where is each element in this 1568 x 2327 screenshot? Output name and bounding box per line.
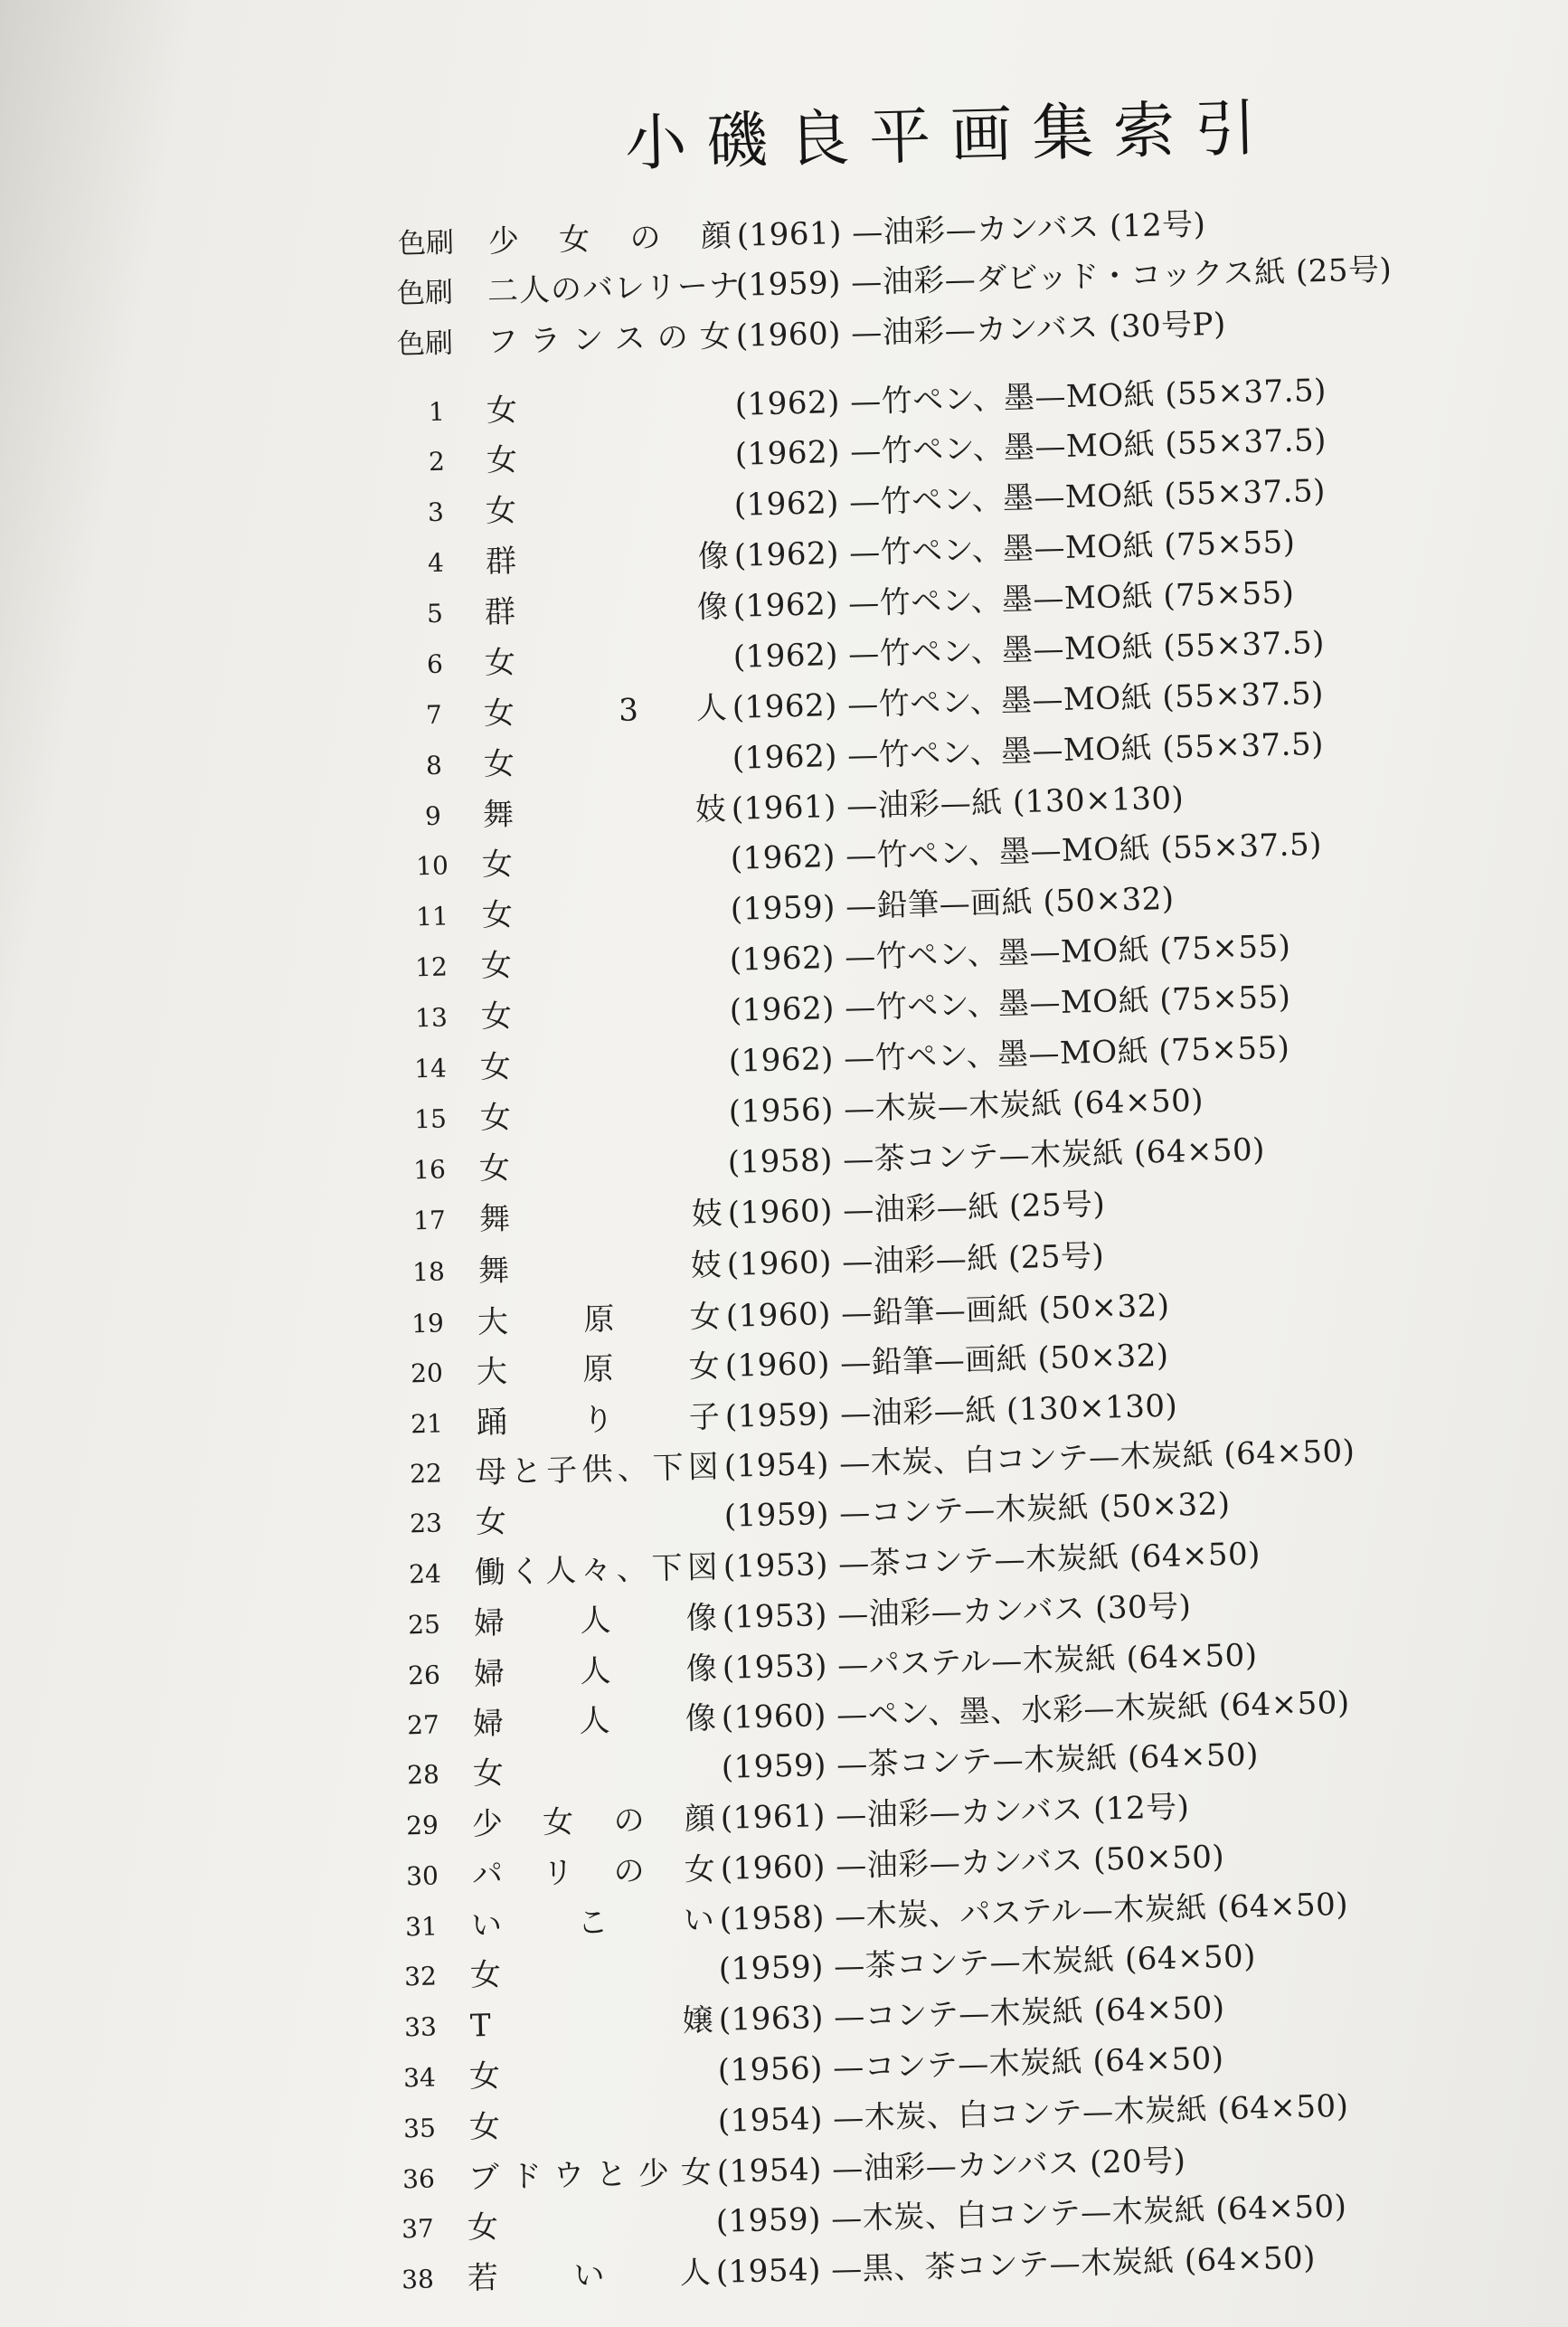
entry-title: 女: [484, 644, 517, 682]
entry-number: 12: [415, 951, 449, 983]
entry-title: 舞 妓: [477, 1246, 723, 1290]
entry-details: (1962) —竹ペン、墨—MO紙 (55×37.5): [733, 472, 1327, 524]
entry-title: 女: [468, 2057, 502, 2095]
entry-title: 群 像: [484, 588, 730, 631]
entry-details: (1960) —鉛筆—画紙 (50×32): [725, 1287, 1170, 1335]
entry-title: フランスの女: [486, 317, 732, 361]
entry-number: 色刷: [396, 276, 454, 310]
entry-number: 6: [426, 648, 443, 680]
entry-details: (1954) —黒、茶コンテ—木炭紙 (64×50): [715, 2239, 1317, 2291]
entry-details: (1959) —茶コンテ—木炭紙 (64×50): [718, 1938, 1257, 1988]
entry-number: 17: [412, 1205, 446, 1236]
entry-details: (1954) —木炭、白コンテ—木炭紙 (64×50): [723, 1433, 1356, 1485]
entry-details: (1962) —竹ペン、墨—MO紙 (55×37.5): [734, 421, 1327, 473]
entry-title: 女: [485, 492, 518, 530]
entry-number: 38: [401, 2264, 435, 2295]
entry-number: 1: [428, 396, 446, 428]
entry-details: (1956) —木炭—木炭紙 (64×50): [728, 1083, 1204, 1130]
entry-title: T 嬢: [469, 2001, 715, 2045]
entry-details: (1961) —油彩—カンバス (12号): [720, 1789, 1190, 1837]
entry-details: (1956) —コンテ—木炭紙 (64×50): [717, 2040, 1225, 2089]
entry-details: (1959) —油彩—紙 (130×130): [724, 1387, 1178, 1435]
entry-number: 24: [408, 1558, 442, 1590]
entry-details: (1954) —油彩—カンバス (20号): [716, 2143, 1186, 2190]
entry-number: 26: [407, 1660, 441, 1691]
entry-details: (1962) —竹ペン、墨—MO紙 (55×37.5): [730, 826, 1323, 877]
entry-details: (1959) —鉛筆—画紙 (50×32): [730, 880, 1175, 928]
entry-details: (1963) —コンテ—木炭紙 (64×50): [718, 1990, 1225, 2038]
entry-number: 23: [409, 1508, 442, 1539]
entry-number: 5: [426, 598, 444, 629]
entry-number: 33: [403, 2011, 437, 2043]
entry-details: (1962) —竹ペン、墨—MO紙 (55×37.5): [732, 624, 1325, 676]
entry-title: 少女の顔: [471, 1800, 717, 1843]
page-title: 小磯良平画集索引: [624, 92, 1278, 180]
entry-details: (1960) —油彩—カンバス (30号P): [735, 306, 1227, 355]
entry-number: 9: [424, 800, 442, 832]
entry-title: 大 原 女: [476, 1348, 722, 1391]
entry-title: 群 像: [485, 537, 731, 581]
entry-number: 20: [411, 1357, 444, 1389]
entry-details: (1962) —竹ペン、墨—MO紙 (75×55): [729, 979, 1291, 1029]
entry-title: 女: [475, 1503, 508, 1541]
entry-title: 女: [479, 1048, 513, 1086]
entry-title: 女: [482, 745, 515, 783]
entry-details: (1958) —木炭、パステル—木炭紙 (64×50): [719, 1886, 1349, 1938]
entry-title: 女: [481, 846, 515, 884]
entry-number: 19: [411, 1308, 445, 1339]
entry-title: 女: [468, 2108, 502, 2146]
entry-title: 女: [486, 441, 519, 479]
entry-number: 22: [409, 1458, 443, 1490]
entry-details: (1959) —コンテ—木炭紙 (50×32): [723, 1486, 1231, 1535]
entry-details: (1960) —油彩—カンバス (50×50): [719, 1839, 1225, 1887]
entry-details: (1962) —竹ペン、墨—MO紙 (75×55): [729, 928, 1292, 979]
entry-details: (1962) —竹ペン、墨—MO紙 (75×55): [732, 574, 1296, 625]
entry-number: 25: [408, 1609, 441, 1641]
entry-number: 29: [405, 1810, 439, 1841]
entry-number: 32: [404, 1961, 438, 1992]
entry-title: 女: [480, 947, 514, 985]
entry-details: (1962) —竹ペン、墨—MO紙 (55×37.5): [731, 725, 1324, 777]
entry-details: (1959) —木炭、白コンテ—木炭紙 (64×50): [715, 2188, 1348, 2240]
entry-title: 大 原 女: [477, 1298, 723, 1341]
entry-details: (1959) —油彩—ダビッド・コックス紙 (25号): [735, 251, 1393, 304]
entry-number: 8: [425, 750, 442, 781]
entry-title: 女: [478, 1149, 512, 1187]
entry-title: 婦 人 像: [473, 1599, 719, 1642]
entry-number: 27: [406, 1709, 440, 1741]
entry-number: 21: [410, 1408, 443, 1440]
entry-details: (1960) —鉛筆—画紙 (50×32): [724, 1337, 1170, 1385]
entry-number: 28: [406, 1759, 439, 1791]
entry-number: 7: [425, 699, 443, 731]
entry-details: (1962) —竹ペン、墨—MO紙 (75×55): [728, 1029, 1291, 1080]
entry-title: 母と子供、下図: [475, 1448, 721, 1491]
entry-details: (1961) —油彩—紙 (130×130): [731, 780, 1185, 828]
entry-details: (1960) —油彩—紙 (25号): [726, 1186, 1106, 1232]
entry-number: 18: [411, 1256, 446, 1288]
entry-title: 女: [469, 1956, 503, 1994]
entry-number: 色刷: [396, 326, 454, 361]
entry-title: 舞 妓: [478, 1195, 723, 1238]
entry-title: 働く人々、下図: [474, 1548, 720, 1592]
entry-details: (1961) —油彩—カンバス (12号): [736, 206, 1206, 254]
entry-number: 10: [416, 850, 449, 882]
entry-title: 女 3 人: [483, 689, 729, 733]
entry-title: 女: [486, 392, 519, 430]
entry-number: 14: [413, 1053, 448, 1084]
entry-details: (1953) —パステル—木炭紙 (64×50): [722, 1637, 1258, 1687]
entry-number: 16: [412, 1154, 447, 1186]
entry-number: 色刷: [397, 226, 455, 260]
entry-title: ブドウと少女: [468, 2153, 713, 2197]
entry-details: (1958) —茶コンテ—木炭紙 (64×50): [727, 1131, 1266, 1181]
entry-title: 二人のバレリーナ: [486, 267, 741, 310]
entry-number: 3: [427, 497, 445, 528]
entry-details: (1960) —油彩—紙 (25号): [726, 1237, 1105, 1283]
entry-number: 36: [401, 2163, 436, 2195]
entry-details: (1962) —竹ペン、墨—MO紙 (75×55): [733, 524, 1296, 574]
entry-details: (1954) —木炭、白コンテ—木炭紙 (64×50): [717, 2087, 1349, 2140]
entry-details: (1962) —竹ペン、墨—MO紙 (55×37.5): [734, 372, 1327, 423]
entry-title: 舞 妓: [482, 790, 728, 834]
entry-number: 30: [405, 1860, 439, 1892]
entry-details: (1959) —茶コンテ—木炭紙 (64×50): [721, 1736, 1260, 1786]
entry-number: 31: [404, 1911, 439, 1943]
entry-title: 若 い 人: [467, 2254, 713, 2297]
entry-title: 婦 人 像: [472, 1699, 718, 1743]
entry-number: 34: [402, 2062, 437, 2094]
entry-title: 女: [472, 1755, 505, 1793]
entry-title: 婦 人 像: [473, 1650, 719, 1693]
entry-title: 踊 り 子: [476, 1398, 722, 1442]
entry-title: い こ い: [470, 1901, 716, 1944]
entry-title: パリの女: [470, 1850, 716, 1894]
entry-details: (1960) —ペン、墨、水彩—木炭紙 (64×50): [721, 1684, 1351, 1736]
entry-title: 女: [467, 2209, 500, 2247]
entry-number: 35: [402, 2113, 436, 2144]
entry-number: 15: [413, 1103, 447, 1135]
entry-number: 37: [401, 2213, 435, 2245]
entry-number: 4: [427, 547, 444, 579]
entry-details: (1962) —竹ペン、墨—MO紙 (55×37.5): [732, 675, 1325, 726]
entry-title: 女: [480, 998, 514, 1036]
entry-number: 11: [415, 901, 449, 932]
entry-number: 2: [428, 446, 446, 478]
entry-title: 女: [481, 896, 515, 934]
entry-title: 少女の顔: [487, 217, 733, 260]
entry-details: (1953) —茶コンテ—木炭紙 (64×50): [723, 1536, 1261, 1585]
entry-details: (1953) —油彩—カンバス (30号): [722, 1588, 1193, 1636]
entry-number: 13: [414, 1002, 448, 1034]
entry-title: 女: [479, 1099, 513, 1137]
